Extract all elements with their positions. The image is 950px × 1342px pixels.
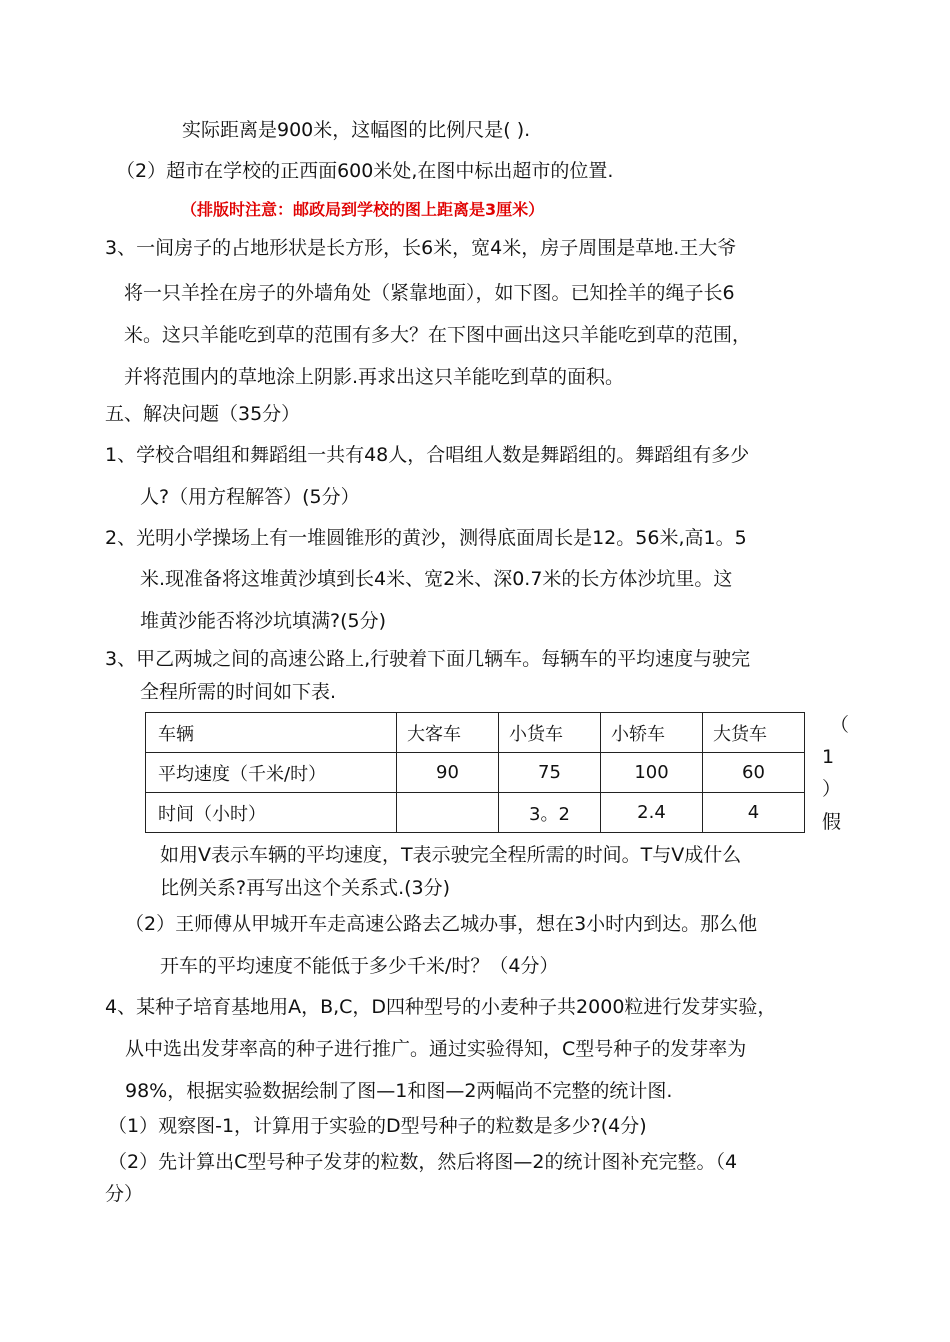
section-heading: 五、解决问题（35分） (105, 403, 301, 425)
problem-1-line: 1、学校合唱组和舞蹈组一共有48人，合唱组人数是舞蹈组的。舞蹈组有多少 (105, 444, 750, 466)
side-text: 假 (822, 811, 842, 833)
text-line: 98%，根据实验数据绘制了图—1和图—2两幅尚不完整的统计图. (125, 1080, 673, 1102)
text-line: 人?（用方程解答）(5分） (140, 486, 360, 508)
table-cell: 大货车 (703, 713, 805, 753)
problem-4-line: 4、某种子培育基地用A，B,C，D四种型号的小麦种子共2000粒进行发芽实验， (105, 996, 777, 1018)
table-cell: 车辆 (146, 713, 397, 753)
typesetting-note: （排版时注意：邮政局到学校的图上距离是3厘米） (181, 200, 545, 219)
table-cell: 100 (601, 753, 703, 793)
table-cell: 60 (703, 753, 805, 793)
text-line: 将一只羊拴在房子的外墙角处（紧靠地面），如下图。已知拴羊的绳子长6 (124, 282, 735, 304)
table-cell (397, 793, 499, 833)
table-cell: 时间（小时） (146, 793, 397, 833)
table-header-row (146, 713, 805, 753)
table-cell: 4 (703, 793, 805, 833)
side-text: 1 (822, 746, 835, 768)
text-line: 如用V表示车辆的平均速度，T表示驶完全程所需的时间。T与V成什么 (160, 844, 742, 866)
text-line: 比例关系?再写出这个关系式.(3分) (160, 877, 451, 899)
text-line: 米.现准备将这堆黄沙填到长4米、宽2米、深0.7米的长方体沙坑里。这 (140, 568, 733, 590)
text-line: （1）观察图-1，计算用于实验的D型号种子的粒数是多少?(4分) (108, 1115, 647, 1137)
table-row (146, 753, 805, 793)
text-line: （2）超市在学校的正西面600米处,在图中标出超市的位置. (116, 160, 614, 182)
problem-2-line: 2、光明小学操场上有一堆圆锥形的黄沙，测得底面周长是12。56米,高1。5 (105, 527, 747, 549)
table-cell: 小轿车 (601, 713, 703, 753)
table-cell: 90 (397, 753, 499, 793)
text-line: 开车的平均速度不能低于多少千米/时？（4分） (160, 955, 559, 977)
side-text: ） (822, 778, 842, 800)
table-cell: 2.4 (601, 793, 703, 833)
text-line: 全程所需的时间如下表. (140, 681, 337, 703)
text-line: （2）先计算出C型号种子发芽的粒数，然后将图—2的统计图补充完整。（4 (108, 1151, 738, 1173)
text-line: （2）王师傅从甲城开车走高速公路去乙城办事，想在3小时内到达。那么他 (125, 913, 758, 935)
text-line: 实际距离是900米，这幅图的比例尺是( ). (182, 119, 531, 141)
text-line: 并将范围内的草地涂上阴影.再求出这只羊能吃到草的面积。 (124, 366, 625, 388)
table-row (146, 793, 805, 833)
text-line: 米。这只羊能吃到草的范围有多大？在下图中画出这只羊能吃到草的范围， (124, 324, 752, 346)
table-cell: 平均速度（千米/时） (146, 753, 397, 793)
side-text: （ (830, 714, 850, 736)
table-cell: 3。2 (499, 793, 601, 833)
text-line: 堆黄沙能否将沙坑填满?(5分) (140, 610, 386, 632)
text-line: 分） (105, 1183, 144, 1205)
table-cell: 大客车 (397, 713, 499, 753)
table-cell: 小货车 (499, 713, 601, 753)
question-3-line: 3、一间房子的占地形状是长方形，长6米，宽4米，房子周围是草地.王大爷 (105, 237, 737, 259)
problem-3-line: 3、甲乙两城之间的高速公路上,行驶着下面几辆车。每辆车的平均速度与驶完 (105, 648, 751, 670)
speed-time-table (145, 712, 805, 833)
table-cell: 75 (499, 753, 601, 793)
text-line: 从中选出发芽率高的种子进行推广。通过实验得知，C型号种子的发芽率为 (125, 1038, 747, 1060)
